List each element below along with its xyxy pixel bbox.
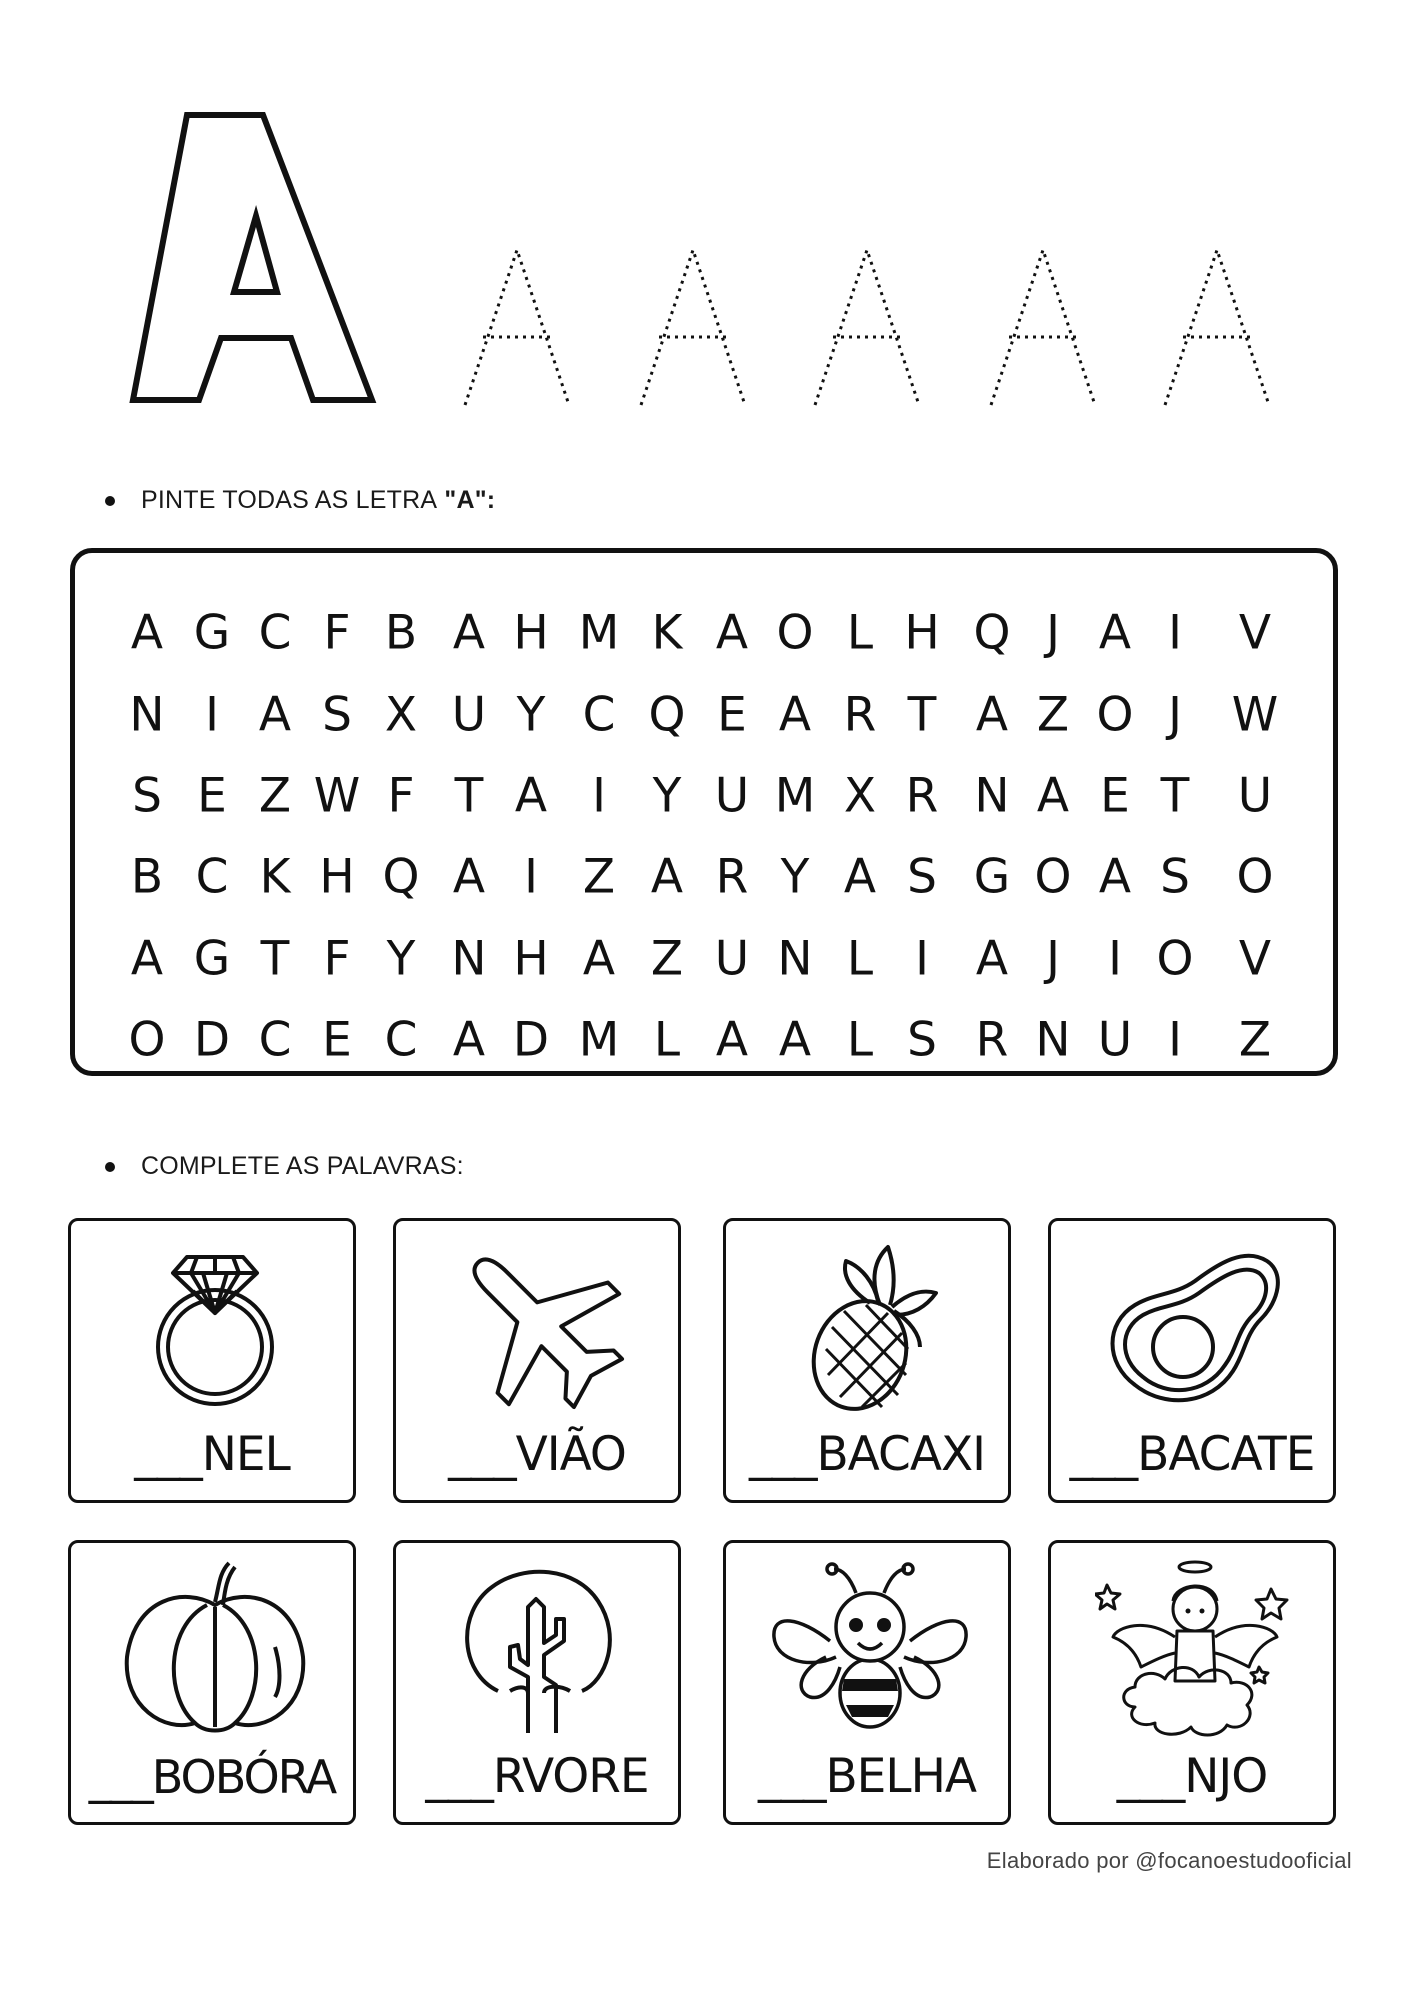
grid-letter[interactable]: A bbox=[1036, 768, 1070, 824]
grid-letter[interactable]: O bbox=[1034, 849, 1072, 905]
grid-letter[interactable]: J bbox=[1046, 931, 1060, 987]
footer-credit: Elaborado por @focanoestudooficial bbox=[986, 1848, 1352, 1873]
airplane-icon bbox=[440, 1235, 640, 1415]
avocado-icon bbox=[1095, 1235, 1295, 1415]
grid-letter[interactable]: H bbox=[513, 605, 549, 661]
grid-letter[interactable]: U bbox=[1237, 768, 1273, 824]
grid-letter[interactable]: O bbox=[1156, 931, 1194, 987]
grid-letter[interactable]: K bbox=[651, 605, 683, 661]
grid-letter[interactable]: H bbox=[904, 605, 940, 661]
word-card-ring bbox=[68, 1218, 356, 1503]
grid-letter[interactable]: R bbox=[975, 1012, 1009, 1068]
paint-instruction bbox=[105, 486, 495, 515]
grid-letter[interactable]: H bbox=[513, 931, 549, 987]
grid-letter[interactable]: A bbox=[650, 849, 684, 905]
dotted-letter-a bbox=[465, 250, 569, 405]
grid-letter[interactable]: M bbox=[774, 768, 816, 824]
grid-letter[interactable]: Q bbox=[648, 687, 686, 743]
dotted-letter-a bbox=[991, 250, 1095, 405]
grid-letter[interactable]: Z bbox=[258, 768, 292, 824]
grid-letter[interactable]: O bbox=[1096, 687, 1134, 743]
word-card-bee bbox=[723, 1540, 1011, 1825]
grid-letter[interactable]: V bbox=[1238, 931, 1272, 987]
word-card-pineapple bbox=[723, 1218, 1011, 1503]
grid-letter[interactable]: B bbox=[130, 849, 164, 905]
grid-letter[interactable]: R bbox=[843, 687, 877, 743]
grid-letter[interactable]: R bbox=[715, 849, 749, 905]
grid-letter[interactable]: A bbox=[1098, 849, 1132, 905]
grid-letter[interactable]: Z bbox=[650, 931, 684, 987]
grid-letter[interactable]: X bbox=[384, 687, 418, 743]
grid-letter[interactable]: A bbox=[452, 605, 486, 661]
grid-letter[interactable]: Y bbox=[386, 931, 416, 987]
grid-letter[interactable]: L bbox=[846, 605, 874, 661]
grid-letter[interactable]: S bbox=[907, 1012, 937, 1068]
tracing-letters bbox=[445, 245, 1295, 410]
grid-letter[interactable]: T bbox=[1160, 768, 1190, 824]
grid-letter[interactable]: A bbox=[452, 1012, 486, 1068]
grid-letter[interactable]: F bbox=[323, 605, 351, 661]
grid-letter[interactable]: B bbox=[384, 605, 418, 661]
grid-letter[interactable]: F bbox=[387, 768, 415, 824]
grid-letter[interactable]: L bbox=[846, 1012, 874, 1068]
grid-letter[interactable]: Y bbox=[780, 849, 810, 905]
grid-letter[interactable]: J bbox=[1168, 687, 1182, 743]
grid-letter[interactable]: E bbox=[1100, 768, 1130, 824]
bee-icon bbox=[770, 1557, 970, 1737]
grid-letter[interactable]: Q bbox=[382, 849, 420, 905]
dotted-letter-a bbox=[1165, 250, 1269, 405]
grid-letter[interactable]: I bbox=[205, 687, 219, 743]
grid-letter[interactable]: I bbox=[592, 768, 606, 824]
grid-letter[interactable]: U bbox=[714, 768, 750, 824]
grid-letter[interactable]: C bbox=[582, 687, 616, 743]
bullet-icon bbox=[105, 496, 115, 506]
grid-letter[interactable]: V bbox=[1238, 605, 1272, 661]
word-text: ___BELHA bbox=[757, 1749, 977, 1804]
grid-letter[interactable]: O bbox=[776, 605, 814, 661]
grid-letter[interactable]: Y bbox=[516, 687, 546, 743]
grid-letter[interactable]: A bbox=[778, 687, 812, 743]
grid-letter[interactable]: S bbox=[132, 768, 162, 824]
grid-letter[interactable]: I bbox=[1108, 931, 1122, 987]
grid-letter[interactable]: A bbox=[582, 931, 616, 987]
grid-letter[interactable]: I bbox=[1168, 1012, 1182, 1068]
grid-letter[interactable]: T bbox=[907, 687, 937, 743]
ring-icon bbox=[115, 1235, 315, 1415]
grid-letter[interactable]: C bbox=[384, 1012, 418, 1068]
grid-letter[interactable]: G bbox=[193, 605, 231, 661]
grid-letter[interactable]: H bbox=[319, 849, 355, 905]
grid-letter[interactable]: G bbox=[973, 849, 1011, 905]
grid-letter[interactable]: T bbox=[454, 768, 484, 824]
word-card-tree bbox=[393, 1540, 681, 1825]
word-text: ___VIÃO bbox=[448, 1427, 626, 1482]
grid-letter[interactable]: R bbox=[905, 768, 939, 824]
word-card-avocado bbox=[1048, 1218, 1336, 1503]
grid-letter[interactable]: A bbox=[130, 605, 164, 661]
grid-letter[interactable]: W bbox=[1231, 687, 1279, 743]
grid-letter[interactable]: Y bbox=[652, 768, 682, 824]
complete-instruction bbox=[105, 1152, 464, 1181]
grid-letter[interactable]: N bbox=[451, 931, 487, 987]
grid-letter[interactable]: O bbox=[128, 1012, 166, 1068]
grid-letter[interactable]: O bbox=[1236, 849, 1274, 905]
grid-letter[interactable]: A bbox=[514, 768, 548, 824]
grid-letter[interactable]: I bbox=[915, 931, 929, 987]
grid-letter[interactable]: A bbox=[715, 1012, 749, 1068]
grid-letter[interactable]: T bbox=[260, 931, 290, 987]
outlined-letter-a bbox=[125, 110, 385, 410]
letter-search-grid bbox=[70, 548, 1338, 1076]
grid-letter[interactable]: C bbox=[258, 605, 292, 661]
grid-letter[interactable]: D bbox=[512, 1012, 550, 1068]
word-card-airplane bbox=[393, 1218, 681, 1503]
word-text: ___RVORE bbox=[425, 1749, 649, 1804]
grid-letter[interactable]: J bbox=[1046, 605, 1060, 661]
word-text: ___NEL bbox=[134, 1427, 290, 1482]
word-text: ___BACAXI bbox=[748, 1427, 986, 1482]
grid-letter[interactable]: Z bbox=[1036, 687, 1070, 743]
angel-icon bbox=[1095, 1557, 1295, 1737]
grid-letter[interactable]: C bbox=[195, 849, 229, 905]
dotted-letter-a bbox=[815, 250, 919, 405]
grid-letter[interactable]: C bbox=[258, 1012, 292, 1068]
grid-letter[interactable]: L bbox=[846, 931, 874, 987]
pumpkin-icon bbox=[115, 1557, 315, 1737]
grid-letter[interactable]: N bbox=[974, 768, 1010, 824]
grid-letter[interactable]: S bbox=[907, 849, 937, 905]
word-text: ___NJO bbox=[1116, 1749, 1268, 1804]
grid-letter[interactable]: U bbox=[451, 687, 487, 743]
word-card-angel bbox=[1048, 1540, 1336, 1825]
grid-letter[interactable]: Z bbox=[582, 849, 616, 905]
grid-letter[interactable]: A bbox=[130, 931, 164, 987]
complete-instruction-text: COMPLETE AS PALAVRAS: bbox=[141, 1152, 464, 1180]
grid-letter[interactable]: M bbox=[578, 605, 620, 661]
grid-letter[interactable]: E bbox=[322, 1012, 352, 1068]
tree-icon bbox=[440, 1557, 640, 1737]
grid-letter[interactable]: G bbox=[193, 931, 231, 987]
grid-letter[interactable]: W bbox=[313, 768, 361, 824]
grid-letter[interactable]: X bbox=[843, 768, 877, 824]
grid-letter[interactable]: A bbox=[1098, 605, 1132, 661]
grid-letter[interactable]: A bbox=[778, 1012, 812, 1068]
grid-letter[interactable]: A bbox=[975, 687, 1009, 743]
grid-letter[interactable]: K bbox=[259, 849, 291, 905]
grid-letter[interactable]: D bbox=[193, 1012, 231, 1068]
grid-letter[interactable]: A bbox=[843, 849, 877, 905]
grid-letter[interactable]: L bbox=[653, 1012, 681, 1068]
grid-letter[interactable]: E bbox=[197, 768, 227, 824]
paint-instruction-text: PINTE TODAS AS LETRA bbox=[141, 486, 438, 514]
paint-instruction-letter: "A": bbox=[444, 486, 496, 514]
pineapple-icon bbox=[770, 1235, 970, 1415]
bullet-icon bbox=[105, 1162, 115, 1172]
dotted-letter-a bbox=[641, 250, 745, 405]
grid-letter[interactable]: A bbox=[715, 605, 749, 661]
grid-letter[interactable]: A bbox=[258, 687, 292, 743]
word-card-pumpkin bbox=[68, 1540, 356, 1825]
word-text: ___BACATE bbox=[1069, 1427, 1315, 1482]
grid-letter[interactable]: S bbox=[1160, 849, 1190, 905]
grid-letter[interactable]: S bbox=[322, 687, 352, 743]
grid-letter[interactable]: I bbox=[524, 849, 538, 905]
grid-letter[interactable]: N bbox=[1035, 1012, 1071, 1068]
grid-letter[interactable]: M bbox=[578, 1012, 620, 1068]
grid-letter[interactable]: U bbox=[714, 931, 750, 987]
grid-letter[interactable]: I bbox=[1168, 605, 1182, 661]
grid-letter[interactable]: U bbox=[1097, 1012, 1133, 1068]
grid-letter[interactable]: N bbox=[129, 687, 165, 743]
grid-letter[interactable]: Z bbox=[1238, 1012, 1272, 1068]
grid-letter[interactable]: F bbox=[323, 931, 351, 987]
grid-letter[interactable]: Q bbox=[973, 605, 1011, 661]
grid-letter[interactable]: A bbox=[452, 849, 486, 905]
grid-letter[interactable]: E bbox=[717, 687, 747, 743]
grid-letter[interactable]: A bbox=[975, 931, 1009, 987]
word-text: ___BOBÓRA bbox=[88, 1750, 336, 1804]
grid-letter[interactable]: N bbox=[777, 931, 813, 987]
